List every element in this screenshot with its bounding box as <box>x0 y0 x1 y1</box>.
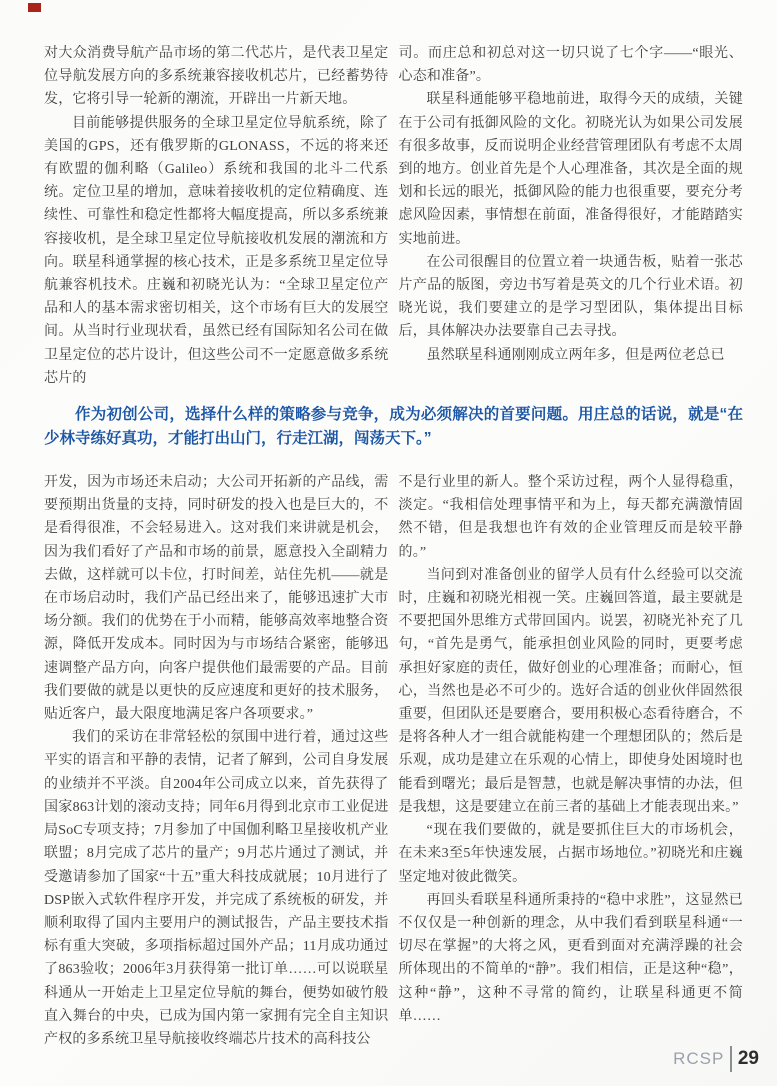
paragraph: 开发，因为市场还未启动；大公司开拓新的产品线，需要预期出货量的支持，同时研发的投入也是巨大的，不是看得很准，不会轻易进入。这对我们来讲就是机会，因为我们看好了产品和市场的前景，愿意投入全副精力去做，这样就可以卡位，打时间差，站住先机——就是在市场启动时，我们产品已经出来了，能够迅速扩大市场分额。我们的优势在于小而精，能够高效率地整合资源，降低开发成本。同时因为与市场结合紧密，能够迅速调整产品方向，向客户提供他们最需要的产品。目前我们要做的就是以更快的反应速度和更好的技术服务，贴近客户，最大限度地满足客户各项要求。” <box>44 475 389 723</box>
paragraph: “现在我们要做的，就是要抓住巨大的市场机会，在未来3至5年快速发展，占据市场地位。”初晓光和庄巍坚定地对彼此微笑。 <box>398 823 743 885</box>
pull-quote: 作为初创公司，选择什么样的策略参与竞争，成为必须解决的首要问题。用庄总的话说，就是“在少林寺练好真功，才能打出山门，行走江湖，闯荡天下。” <box>44 406 743 447</box>
article-body <box>44 42 743 1051</box>
paragraph: 不是行业里的新人。整个采访过程，两个人显得稳重，淡定。“我相信处理事情平和为上，每天都充满激情固然不错，但是我想也许有效的企业管理反而是较平静的。” <box>398 475 743 560</box>
paragraph: 我们的采访在非常轻松的氛围中进行着，通过这些平实的语言和平静的表情，记者了解到，公司自身发展的业绩并不平淡。自2004年公司成立以来，首先获得了国家863计划的滚动支持；同年6月得到北京市工业促进局SoC专项支持；7月参加了中国伽利略卫星接收机产业联盟；8月完成了芯片的量产；9月芯片通过了测试，并受邀请参加了国家“十五”重大科技成就展；10月进行了DSP嵌入式软件程序开发，并完成了系统板的研发，并顺利取得了国内主要用户的测试报告，产品主要技术指标有重大突破，多项指标超过国外产品；11月成功通过了863验收；2006年3月获得第一批订单……可以说联星科通从一开始走上卫星定位导航的舞台，便势如破竹般直入舞台的中央，已成为国内第一家拥有完全自主知识产权的多系统卫星导航接收终端芯片技术的高科技公 <box>44 730 389 1047</box>
page-number: 29 <box>737 1048 759 1069</box>
paragraph: 当问到对准备创业的留学人员有什么经验可以交流时，庄巍和初晓光相视一笑。庄巍回答道，最主要就是不要把国外思维方式带回国内。说罢，初晓光补充了几句，“首先是勇气，能承担创业风险的同时，更要考虑承担好家庭的责任，做好创业的心理准备；而耐心，恒心，当然也是必不可少的。选好合适的创业伙伴固然很重要，但团队还是要磨合，要用积极心态看待磨合，不是将各种人才一组合就能构建一个理想团队的；然后是乐观，成功是建立在乐观的心情上，即使身处困境时也能看到曙光；最后是智慧，也就是解决事情的办法，但是我想，这是要建立在前三者的基础上才能表现出来。” <box>398 567 743 815</box>
paragraph: 联星科通能够平稳地前进，取得今天的成绩，关键在于公司有抵御风险的文化。初晓光认为如果公司发展有很多故事，反而说明企业经营管理团队有考虑不太周到的地方。创业首先是个人心理准备，其次是全面的规划和长远的眼光，抵御风险的能力也很重要，要充分考虑风险因素，事情想在前面，准备得很好，才能踏踏实实地前进。 <box>398 92 743 247</box>
paragraph: 对大众消费导航产品市场的第二代芯片，是代表卫星定位导航发展方向的多系统兼容接收机芯片，已经蓄势待发，它将引导一轮新的潮流，开辟出一片新天地。 <box>44 46 389 108</box>
footer-divider <box>730 1046 732 1072</box>
right-column-bottom <box>399 471 744 1051</box>
paragraph: 再回头看联星科通所秉持的“稳中求胜”，这显然已不仅仅是一种创新的理念，从中我们看到联星科通“一切尽在掌握”的大将之风，更看到面对充满浮躁的社会所体现出的不简单的“静”。我们相信，正是这种“稳”，这种“静”，这种不寻常的简约，让联星科通更不简单…… <box>398 892 743 1024</box>
top-section <box>44 42 743 390</box>
paragraph: 虽然联星科通刚刚成立两年多，但是两位老总已 <box>426 347 725 363</box>
paragraph: 目前能够提供服务的全球卫星定位导航系统，除了美国的GPS，还有俄罗斯的GLONASS，不远的将来还有欧盟的伽利略（Galileo）系统和我国的北斗二代系统。定位卫星的增加，意味着接收机的定位精确度、连续性、可靠性和稳定性都将大幅度提高，所以多系统兼容接收机，是全球卫星定位导航接收机发展的潮流和方向。联星科通掌握的核心技术，正是多系统卫星定位导航兼容机技术。庄巍和初晓光认为：“全球卫星定位产品和人的基本需求密切相关，这个市场有巨大的发展空间。从当时行业现状看，虽然已经有国际知名公司在做卫星定位的芯片设计，但这些公司不一定愿意做多系统芯片的 <box>44 115 389 386</box>
page-footer <box>673 1046 759 1072</box>
right-column-top <box>399 42 744 390</box>
registration-mark <box>28 3 41 12</box>
paragraph: 在公司很醒目的位置立着一块通告板，贴着一张芯片产品的版图，旁边书写着是英文的几个行业术语。初晓光说，我们要建立的是学习型团队，集体提出目标后，具体解决办法要靠自己去寻找。 <box>398 254 743 340</box>
left-column-bottom <box>44 471 389 1051</box>
left-column-top <box>44 42 389 390</box>
magazine-brand: RCSP <box>673 1049 725 1068</box>
bottom-section <box>44 471 743 1051</box>
paragraph: 司。而庄总和初总对这一切只说了七个字——“眼光、心态和准备”。 <box>398 46 743 85</box>
